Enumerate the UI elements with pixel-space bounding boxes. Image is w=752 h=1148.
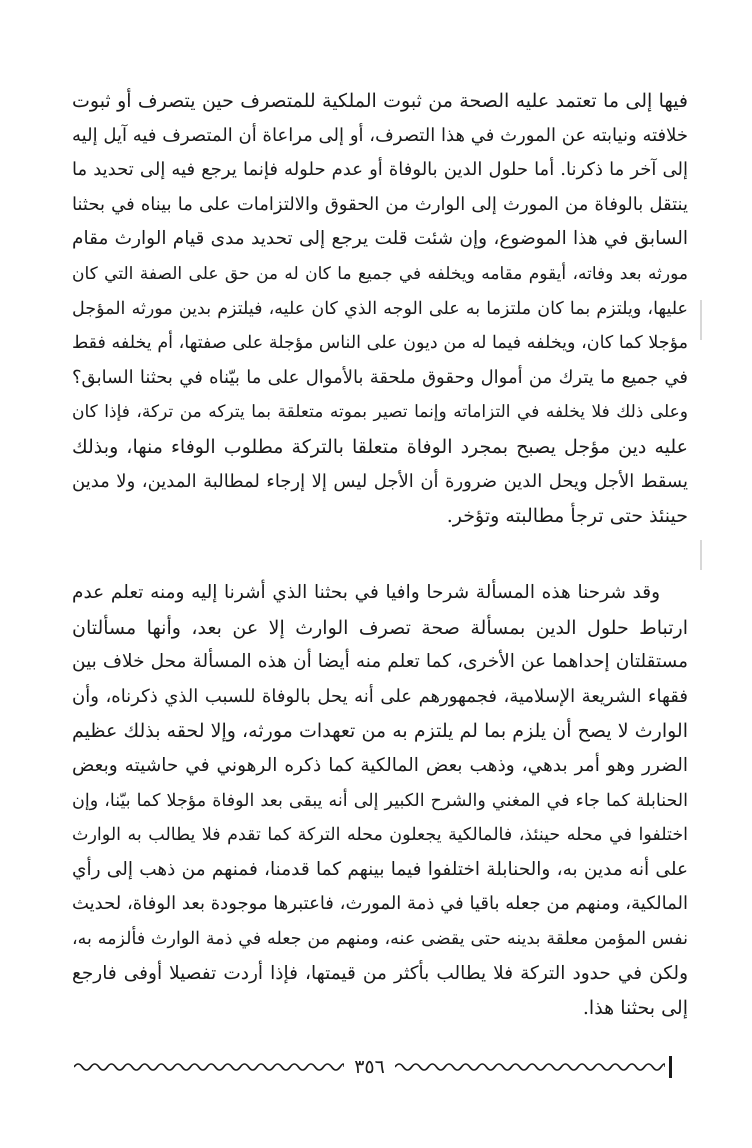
text-line: فيها إلى ما تعتمد عليه الصحة من ثبوت الملكية للمتصرف حين يتصرف أو ثبوت [72, 90, 688, 112]
text-line: يسقط الأجل ويحل الدين ضرورة أن الأجل ليس إلا إرجاء لمطالبة المدين، ولا مدين [72, 470, 688, 492]
text-line: الحنابلة كما جاء في المغني والشرح الكبير إلى أنه يبقى بعد الوفاة مؤجلا كما بيّنا، وإن [72, 790, 688, 811]
paragraph-2 [72, 576, 688, 1026]
text-line: على أنه مدين به، والحنابلة اختلفوا فيما بينهم كما قدمنا، فمنهم من ذهب إلى رأي [72, 858, 688, 880]
text-line: مؤجلا كما كان، ويخلفه فيما له من ديون على الناس مؤجلة على صفتها، أم يخلفه فقط [72, 333, 688, 354]
paragraph-1 [72, 84, 688, 534]
page-edge-mark [700, 300, 702, 340]
wavy-rule-left [74, 1060, 344, 1074]
text-line: مورثه بعد وفاته، أيقوم مقامه ويخلفه في جميع ما كان له من حق على الصفة التي كان [72, 263, 688, 284]
text-line-last: إلى بحثنا هذا. [582, 997, 688, 1020]
text-line: عليها، ويلتزم بما كان ملتزما به على الوجه الذي كان عليه، فيلتزم بدين مورثه المؤجل [72, 298, 688, 319]
text-line-last: حينئذ حتى ترجأ مطالبته وتؤخر. [446, 505, 688, 528]
text-line: عليه دين مؤجل يصبح بمجرد الوفاة متعلقا بالتركة مطلوب الوفاء منها، وبذلك [72, 435, 688, 458]
text-line: ارتباط حلول الدين بمسألة صحة تصرف الوارث إلا عن بعد، وأنها مسألتان [72, 616, 688, 639]
text-line-first: وقد شرحنا هذه المسألة شرحا وافيا في بحثنا الذي أشرنا إليه ومنه تعلم عدم [72, 582, 660, 603]
text-line: إلى آخر ما ذكرنا. أما حلول الدين بالوفاة أو عدم حلوله فإنما يرجع فيه إلى تحديد ما [72, 159, 688, 181]
text-line: الوارث لا يصح أن يلزم بما لم يلتزم به من تعهدات مورثه، وإلا لحقه بذلك عظيم [72, 720, 688, 743]
text-line: ولكن في حدود التركة فلا يطالب بأكثر من قيمتها، فإذا أردت تفصيلا أوفى فارجع [72, 962, 688, 984]
page-edge-mark [700, 540, 702, 570]
text-line: وعلى ذلك فلا يخلفه في التزاماته وإنما تصير بموته متعلقة بما يتركه من تركة، فإذا كان [72, 402, 688, 423]
text-line: مستقلتان إحداهما عن الأخرى، كما تعلم منه أيضا أن هذه المسألة محل خلاف بين [72, 651, 688, 673]
text-line: خلافته ونيابته عن المورث في هذا التصرف، أو إلى مراعاة أن المتصرف فيه آيل إليه [72, 124, 688, 146]
text-line: المالكية، ومنهم من جعله باقيا في ذمة المورث، فاعتبرها موجودة بعد الوفاة، لحديث [72, 893, 688, 915]
text-line: فقهاء الشريعة الإسلامية، فجمهورهم على أنه يحل بالوفاة للسبب الذي ذكرناه، وأن [72, 685, 688, 707]
page-footer [74, 1052, 672, 1082]
wavy-rule-right [395, 1060, 665, 1074]
text-line: ينتقل بالوفاة من المورث إلى الوارث من الحقوق والالتزامات على ما بيناه في بحثنا [72, 193, 688, 215]
text-line: اختلفوا في محله حينئذ، فالمالكية يجعلون محله التركة كما تقدم فلا يطالب به الوارث [72, 825, 688, 846]
page-number: ٣٥٦ [354, 1056, 385, 1078]
text-line: السابق في هذا الموضوع، وإن شئت قلت يرجع إلى تحديد مدى قيام الوارث مقام [72, 228, 688, 250]
text-line: في جميع ما يترك من أموال وحقوق ملحقة بالأموال على ما بيّناه في بحثنا السابق؟ [72, 366, 688, 388]
text-line: نفس المؤمن معلقة بدينه حتى يقضى عنه، ومنهم من جعله في ذمة الوارث فألزمه به، [72, 928, 688, 949]
footer-end-bar [669, 1056, 672, 1078]
text-line: الضرر وهو أمر بدهي، وذهب بعض المالكية كما ذكره الرهوني في حاشيته وبعض [72, 754, 688, 776]
